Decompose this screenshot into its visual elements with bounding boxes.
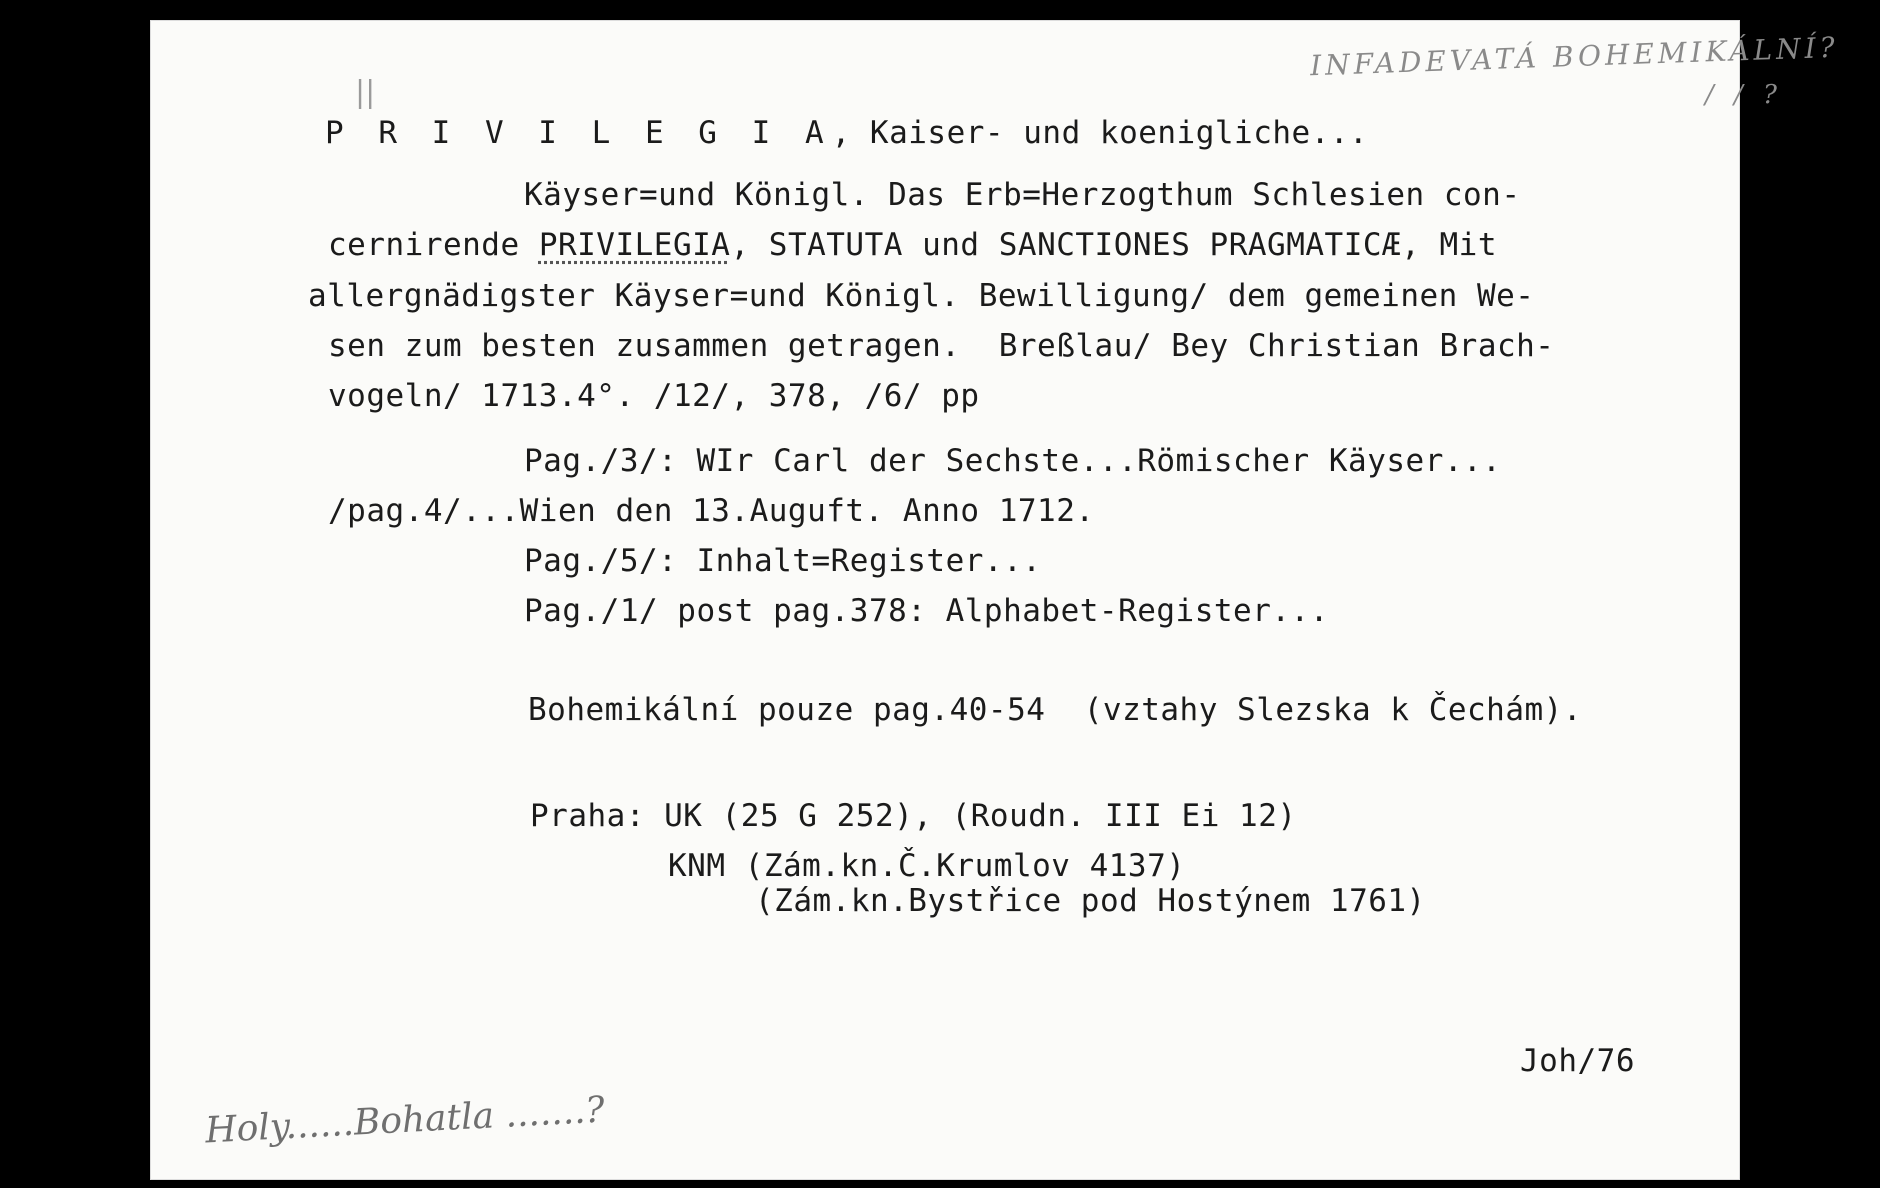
body-line-1: Käyser=und Königl. Das Erb=Herzogthum Schlesien con-: [524, 177, 1521, 213]
holdings-line-1: Praha: UK (25 G 252), (Roudn. III Ei 12): [530, 798, 1297, 834]
holdings-line-3: (Zám.kn.Bystřice pod Hostýnem 1761): [755, 883, 1426, 919]
note-line-1: Pag./3/: WIr Carl der Sechste...Römischer Käyser...: [524, 443, 1502, 479]
body-line-5: vogeln/ 1713.4°. /12/, 378, /6/ pp: [328, 378, 980, 414]
note-line-4: Pag./1/ post pag.378: Alphabet-Register...: [524, 593, 1329, 629]
handwritten-bottom-note: Holy......Bohatla .......?: [204, 1089, 606, 1152]
body-line-2-end: , STATUTA und SANCTIONES PRAGMATICÆ, Mit: [730, 227, 1497, 263]
cataloger-signature: Joh/76: [1520, 1043, 1635, 1079]
holdings-line-2: KNM (Zám.kn.Č.Krumlov 4137): [668, 848, 1186, 884]
privilegia-underlined: PRIVILEGIA: [538, 227, 731, 263]
note-line-2: /pag.4/...Wien den 13.Auguft. Anno 1712.: [328, 493, 1095, 529]
title-rest: , Kaiser- und koenigliche...: [831, 115, 1369, 151]
handwritten-top-note: INFADEVATÁ BOHEMIKÁLNÍ?: [1309, 30, 1840, 83]
card-title: [325, 115, 1368, 151]
title-keyword: P R I V I L E G I A: [325, 115, 832, 151]
body-line-4: sen zum besten zusammen getragen. Breßlau/ Bey Christian Brach-: [328, 328, 1555, 364]
handwritten-top-subnote: / / ?: [1705, 80, 1783, 110]
handwritten-corner-mark: ||: [355, 75, 376, 110]
body-line-2: [328, 227, 1497, 263]
body-line-2-start: cernirende: [328, 227, 539, 263]
body-line-3: allergnädigster Käyser=und Königl. Bewilligung/ dem gemeinen We-: [308, 278, 1535, 314]
note-line-3: Pag./5/: Inhalt=Register...: [524, 543, 1042, 579]
catalog-card: [150, 20, 1840, 1180]
bohemical-note: Bohemikální pouze pag.40-54 (vztahy Slezska k Čechám).: [528, 692, 1582, 728]
